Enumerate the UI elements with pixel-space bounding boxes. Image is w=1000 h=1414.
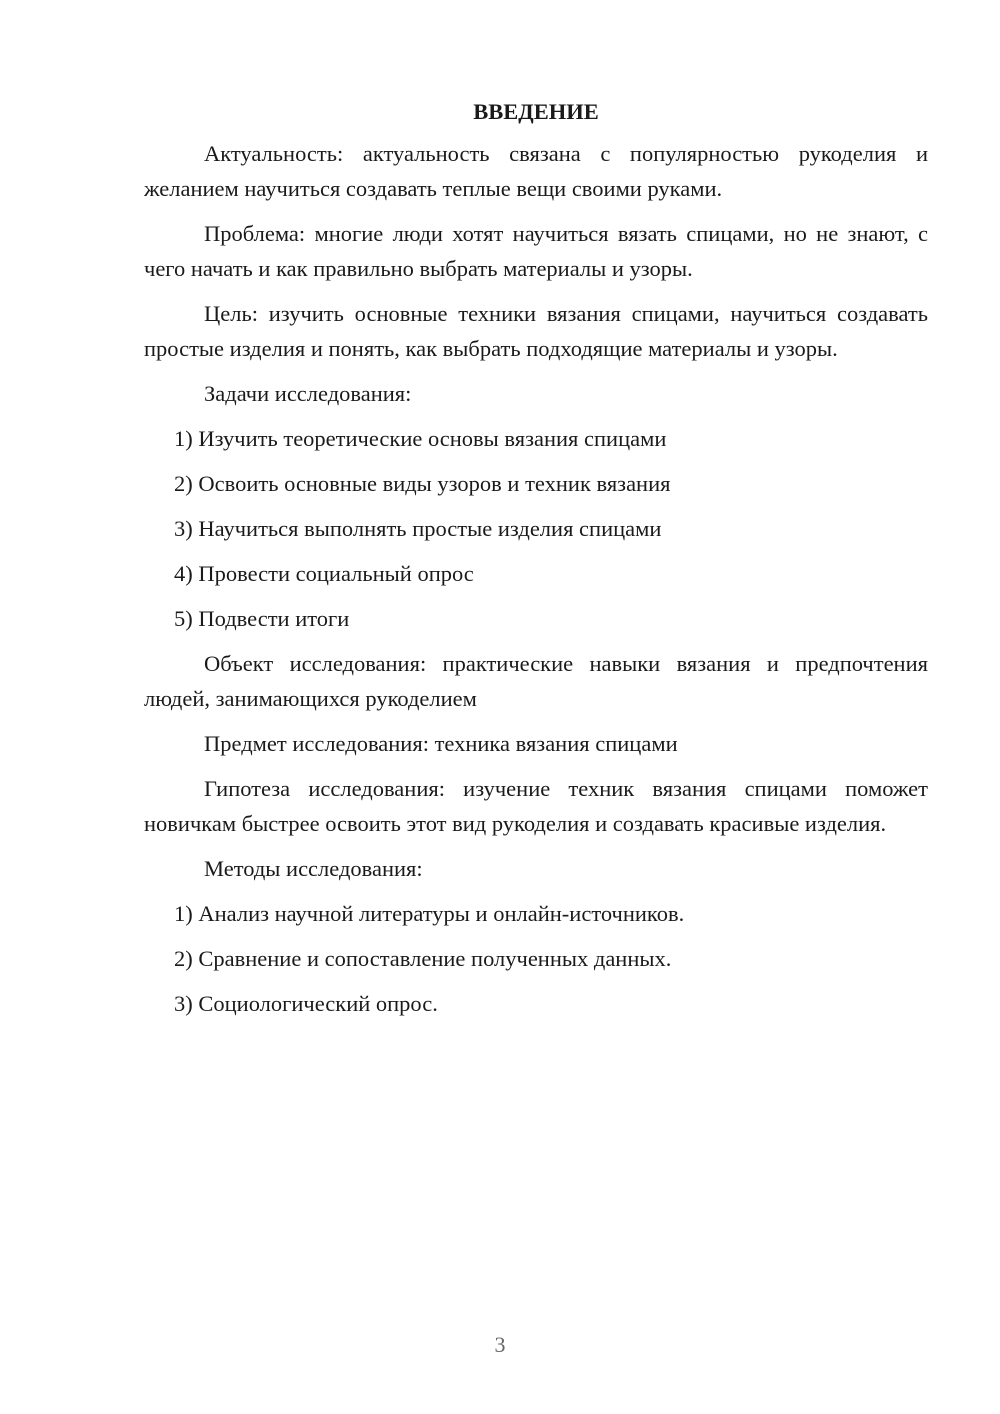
list-item: 3) Научиться выполнять простые изделия спицами: [174, 516, 662, 541]
document-title: ВВЕДЕНИЕ: [473, 99, 599, 124]
hypothesis-paragraph: Гипотеза исследования: изучение техник вязания спицами поможет новичкам быстрее освоить этот вид рукоделия и создавать красивые изделия.: [144, 776, 928, 836]
page-number: 3: [494, 1332, 506, 1357]
list-item: 5) Подвести итоги: [174, 606, 350, 631]
goal-paragraph: Цель: изучить основные техники вязания спицами, научиться создавать простые изделия и понять, как выбрать подходящие материалы и узоры.: [144, 301, 928, 361]
object-paragraph: Объект исследования: практические навыки вязания и предпочтения людей, занимающихся рукоделием: [144, 651, 928, 711]
list-item: 2) Сравнение и сопоставление полученных данных.: [174, 946, 672, 971]
list-item: 2) Освоить основные виды узоров и техник вязания: [174, 471, 671, 496]
methods-heading: Методы исследования:: [204, 856, 423, 881]
list-item: 4) Провести социальный опрос: [174, 561, 474, 586]
tasks-list: [144, 421, 928, 636]
list-item: 1) Анализ научной литературы и онлайн-источников.: [174, 901, 685, 926]
list-item: 1) Изучить теоретические основы вязания спицами: [174, 426, 667, 451]
problem-paragraph: Проблема: многие люди хотят научиться вязать спицами, но не знают, с чего начать и как правильно выбрать материалы и узоры.: [144, 221, 928, 281]
methods-list: [144, 896, 928, 1021]
document-page: [144, 96, 928, 1031]
subject-paragraph: Предмет исследования: техника вязания спицами: [204, 731, 678, 756]
tasks-heading: Задачи исследования:: [204, 381, 412, 406]
relevance-paragraph: Актуальность: актуальность связана с популярностью рукоделия и желанием научиться создавать теплые вещи своими руками.: [144, 141, 928, 201]
list-item: 3) Социологический опрос.: [174, 991, 438, 1016]
